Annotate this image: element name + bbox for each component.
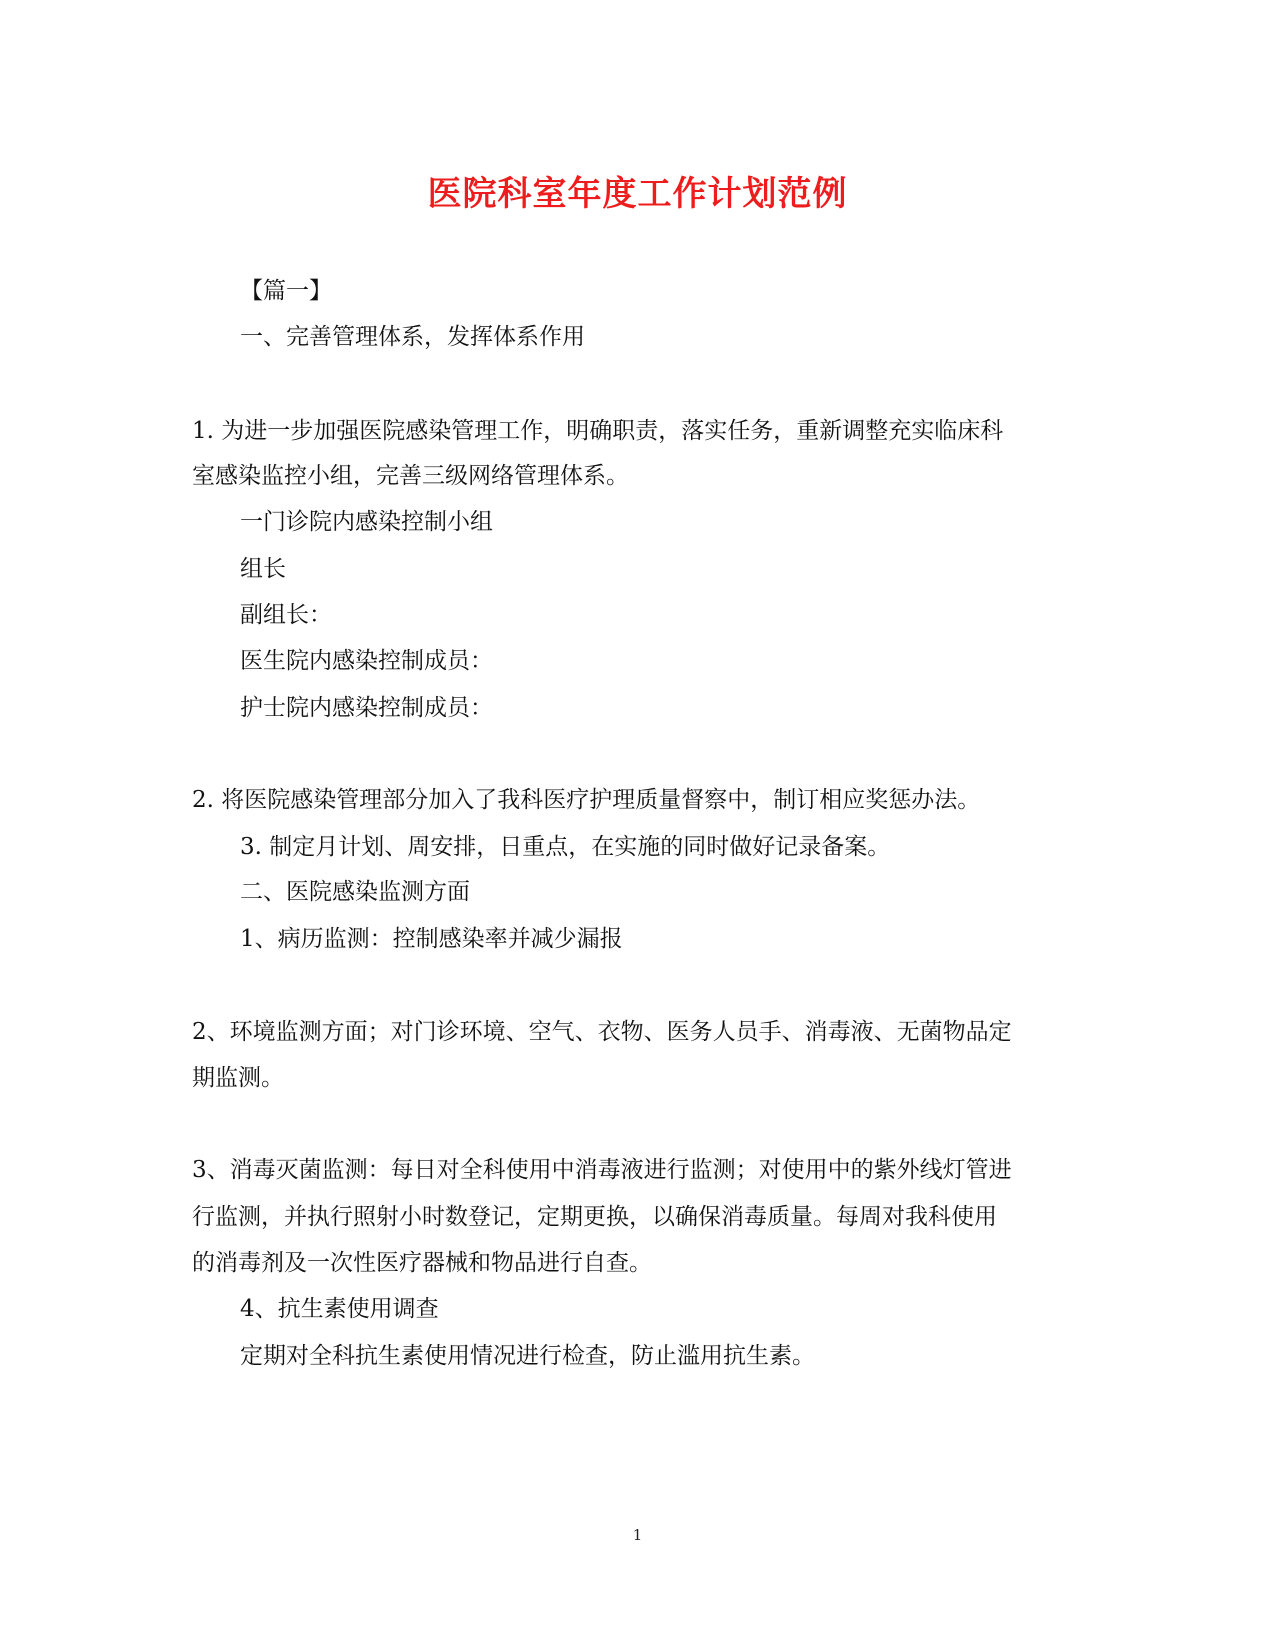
section-label: 【篇一】 (240, 278, 332, 304)
paragraph-line: 3、消毒灭菌监测：每日对全科使用中消毒液进行监测；对使用中的紫外线灯管进 (192, 1157, 1012, 1183)
paragraph-line: 1. 为进一步加强医院感染管理工作，明确职责，落实任务，重新调整充实临床科 (192, 418, 1004, 444)
paragraph-line: 组长 (240, 556, 286, 582)
paragraph-line: 2、环境监测方面；对门诊环境、空气、衣物、医务人员手、消毒液、无菌物品定 (192, 1019, 1012, 1045)
paragraph-line: 期监测。 (192, 1065, 284, 1091)
paragraph-line: 护士院内感染控制成员： (240, 695, 493, 721)
document-title: 医院科室年度工作计划范例 (427, 174, 848, 214)
paragraph-line: 4、抗生素使用调查 (240, 1296, 439, 1322)
paragraph-line: 1、病历监测：控制感染率并减少漏报 (240, 926, 623, 952)
paragraph-line: 室感染监控小组，完善三级网络管理体系。 (192, 463, 629, 489)
paragraph-line: 医生院内感染控制成员： (240, 648, 493, 674)
paragraph-line: 一门诊院内感染控制小组 (240, 509, 493, 535)
paragraph-line: 副组长： (240, 602, 332, 628)
page-number: 1 (632, 1526, 643, 1544)
paragraph-line: 的消毒剂及一次性医疗器械和物品进行自查。 (192, 1250, 652, 1276)
paragraph-line: 2. 将医院感染管理部分加入了我科医疗护理质量督察中，制订相应奖惩办法。 (192, 787, 981, 813)
heading-1: 一、完善管理体系，发挥体系作用 (240, 324, 585, 350)
paragraph-line: 定期对全科抗生素使用情况进行检查，防止滥用抗生素。 (240, 1343, 815, 1369)
paragraph-line: 行监测，并执行照射小时数登记，定期更换，以确保消毒质量。每周对我科使用 (192, 1204, 997, 1230)
heading-2: 二、医院感染监测方面 (240, 879, 470, 905)
paragraph-line: 3. 制定月计划、周安排，日重点，在实施的同时做好记录备案。 (240, 834, 891, 860)
